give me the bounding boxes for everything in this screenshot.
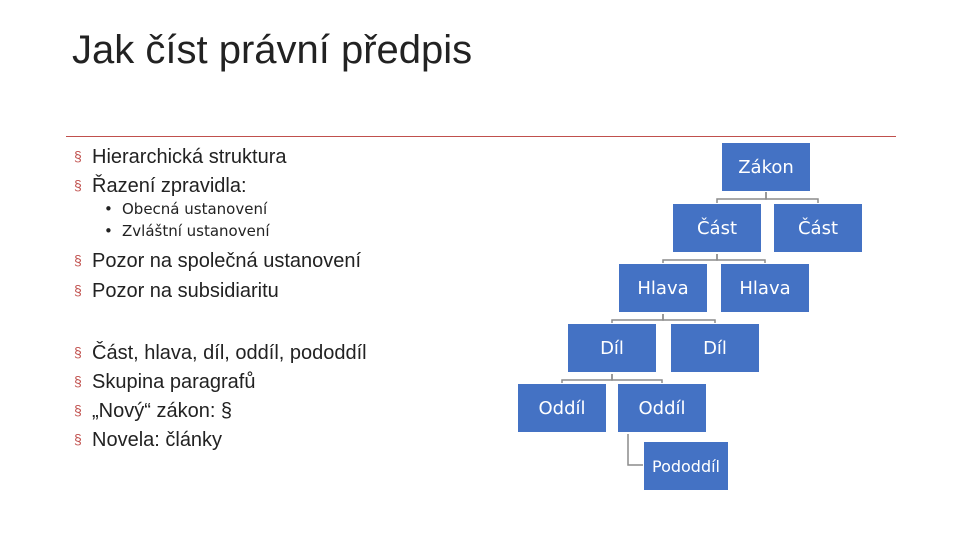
bullet-text: Hierarchická struktura [92,146,287,168]
bullet-text: Část, hlava, díl, oddíl, pododdíl [92,342,367,364]
bullet-text: Novela: články [92,429,223,451]
bullet-text: Pozor na společná ustanovení [92,250,362,272]
bullet-marker: § [74,177,82,193]
bullet-marker: § [74,252,82,268]
bullet-marker: § [74,402,82,418]
node-pododdil: Pododdíl [643,441,729,491]
node-hlava-1: Hlava [618,263,708,313]
bullet-marker: § [74,431,82,447]
bullet-marker: § [74,282,82,298]
connector-oddil2-pododdil [628,434,643,465]
node-oddil-1: Oddíl [517,383,607,433]
sub-bullet-marker: • [104,222,113,240]
node-dil-2: Díl [670,323,760,373]
node-zakon: Zákon [721,142,811,192]
node-hlava-2: Hlava [720,263,810,313]
sub-bullet-text: Zvláštní ustanovení [122,222,270,240]
bullet-marker: § [74,373,82,389]
bullet-text: Řazení zpravidla: [92,175,247,197]
node-oddil-2: Oddíl [617,383,707,433]
node-cast-2: Část [773,203,863,253]
bullet-text: „Nový“ zákon: § [92,400,233,422]
bullet-marker: § [74,148,82,164]
slide-title: Jak číst právní předpis [72,28,473,72]
node-cast-1: Část [672,203,762,253]
bullet-marker: § [74,344,82,360]
sub-bullet-text: Obecná ustanovení [122,200,268,218]
sub-bullet-marker: • [104,200,113,218]
node-dil-1: Díl [567,323,657,373]
bullet-text: Skupina paragrafů [92,371,256,393]
bullet-text: Pozor na subsidiaritu [92,280,279,302]
